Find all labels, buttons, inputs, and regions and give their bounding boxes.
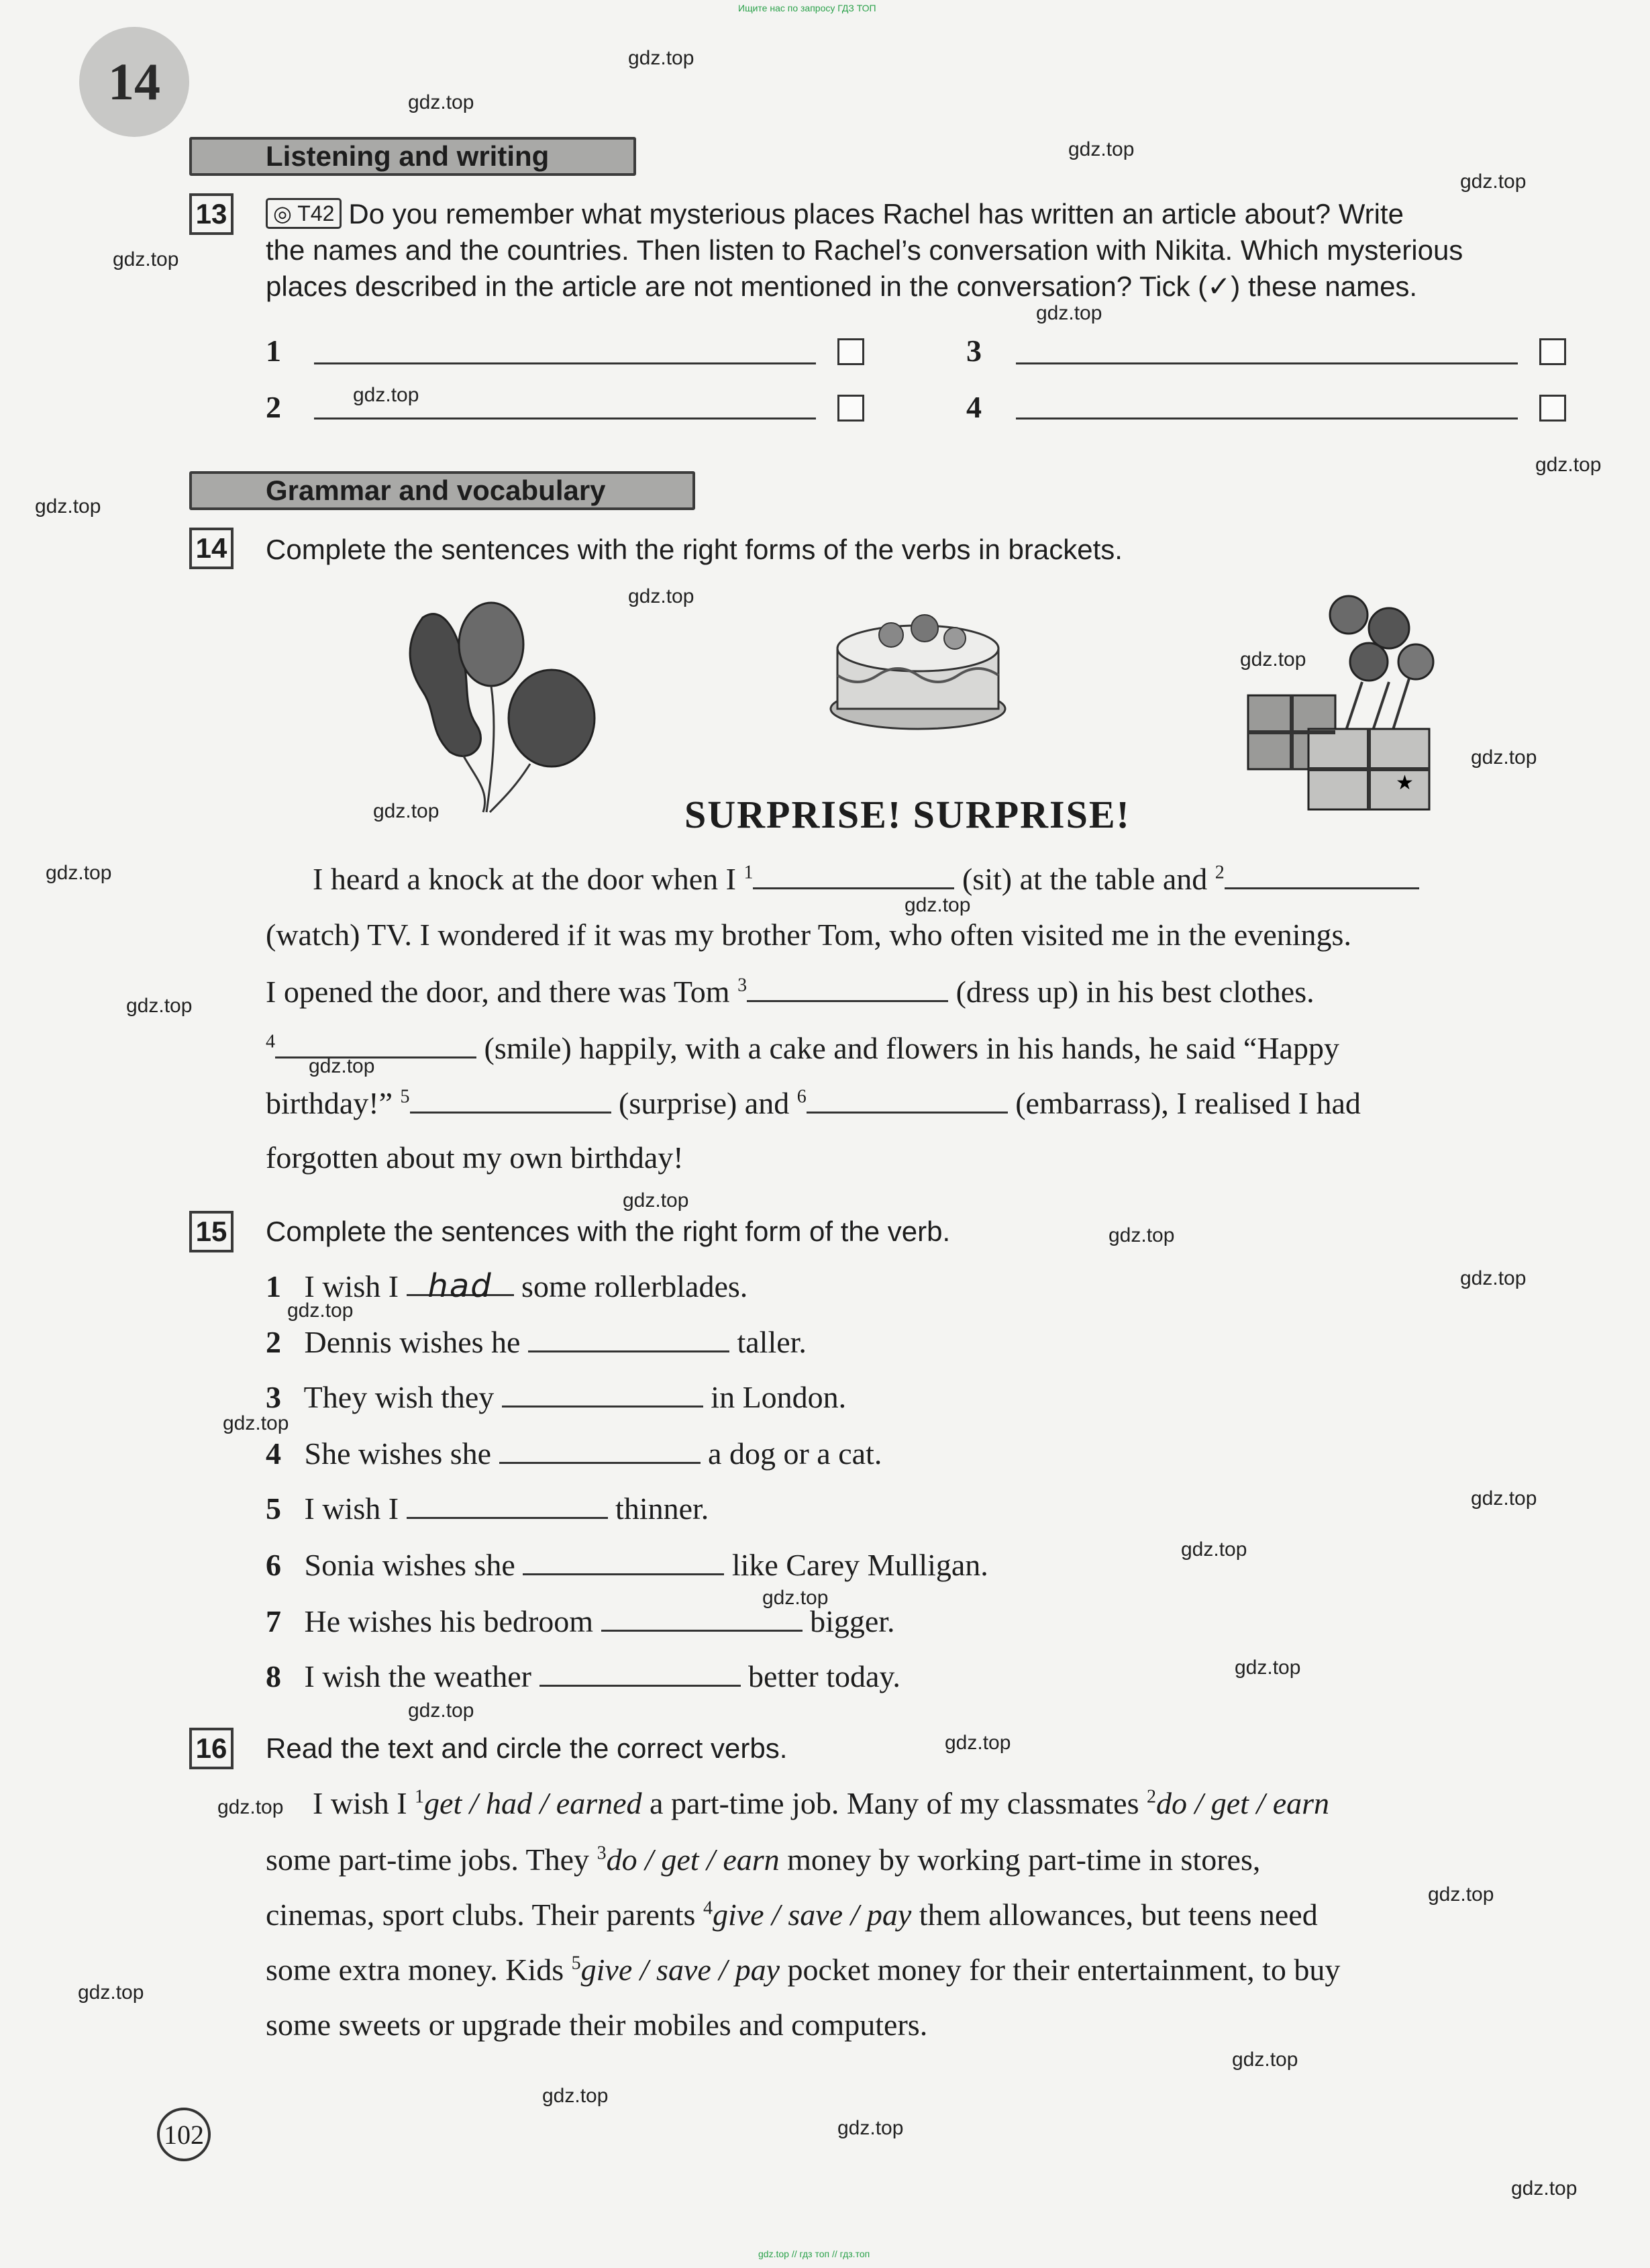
balloons-illustration	[376, 591, 604, 819]
watermark: gdz.top	[223, 1412, 289, 1434]
ex14-text-line-4: $^4$ (smile) happily, with a cake and flowers in his hands, he said “Happy	[266, 1031, 1339, 1065]
svg-text:★: ★	[1396, 771, 1414, 795]
page-number: 102	[157, 2108, 211, 2161]
watermark: gdz.top	[1471, 1487, 1537, 1510]
ex13-item-1-checkbox[interactable]	[837, 338, 864, 365]
ex16-options-1[interactable]: get / had / earned	[424, 1786, 642, 1820]
ex14-text-line-2: (watch) TV. I wondered if it was my brother Tom, who often visited me in the evenings.	[266, 918, 1351, 952]
exercise-16-number: 16	[189, 1728, 234, 1769]
gifts-and-flowers-illustration	[1235, 588, 1449, 816]
watermark: gdz.top	[1535, 454, 1602, 476]
watermark: gdz.top	[1511, 2177, 1578, 2200]
watermark: gdz.top	[1181, 1538, 1247, 1561]
ex13-item-3-line[interactable]	[1016, 362, 1518, 364]
section-grammar-vocabulary: Grammar and vocabulary	[189, 471, 695, 510]
watermark: gdz.top	[408, 1699, 474, 1722]
watermark: gdz.top	[126, 995, 193, 1017]
ex13-line-2: the names and the countries. Then listen to Rachel’s conversation with Nikita. Which mysterious	[266, 234, 1463, 266]
watermark: gdz.top	[46, 862, 112, 884]
ex15-item-5: 5 I wish I thinner.	[266, 1491, 709, 1526]
ex13-line-1: ◎ T42 Do you remember what mysterious places Rachel has written an article about? Write	[266, 196, 1574, 232]
watermark: gdz.top	[837, 2117, 904, 2139]
ex16-options-3[interactable]: do / get / earn	[606, 1842, 780, 1877]
ex14-text-line-3: I opened the door, and there was Tom $^3$ (dress up) in his best clothes.	[266, 975, 1314, 1009]
watermark: gdz.top	[1232, 2049, 1298, 2071]
ex15-gap-2[interactable]	[528, 1324, 729, 1352]
watermark: gdz.top	[945, 1732, 1011, 1754]
exercise-14-number: 14	[189, 528, 234, 569]
ex13-line-3: places described in the article are not mentioned in the conversation? Tick (✓) these names.	[266, 270, 1418, 302]
bottom-note: gdz.top // гдз топ // гдз.топ	[758, 2249, 870, 2259]
exercise-13-instruction	[266, 196, 1574, 305]
watermark: gdz.top	[1108, 1224, 1175, 1246]
watermark: gdz.top	[1036, 302, 1102, 324]
ex16-text-line-4: some extra money. Kids $^5$give / save / pay pocket money for their entertainment, to buy	[266, 1953, 1341, 1987]
watermark: gdz.top	[762, 1587, 829, 1609]
ex14-text-line-1: I heard a knock at the door when I $^1$ (sit) at the table and $^2$	[313, 860, 1419, 897]
cake-illustration	[824, 601, 1012, 736]
watermark: gdz.top	[353, 384, 419, 406]
watermark: gdz.top	[1068, 138, 1135, 160]
ex15-item-6: 6 Sonia wishes she like Carey Mulligan.	[266, 1548, 988, 1582]
exercise-14-instruction: Complete the sentences with the right forms of the verbs in brackets.	[266, 534, 1123, 565]
ex15-item-1: 1 I wish I had some rollerblades.	[266, 1267, 748, 1305]
watermark: gdz.top	[623, 1189, 689, 1212]
ex15-item-7: 7 He wishes his bedroom bigger.	[266, 1604, 895, 1638]
watermark: gdz.top	[1460, 1267, 1527, 1289]
ex14-gap-4[interactable]	[275, 1030, 476, 1058]
ex16-options-5[interactable]: give / save / pay	[580, 1953, 780, 1987]
ex15-gap-5[interactable]	[407, 1490, 608, 1519]
story-title: SURPRISE! SURPRISE!	[684, 793, 1131, 836]
watermark: gdz.top	[373, 800, 440, 822]
exercise-13-number: 13	[189, 193, 234, 235]
ex13-item-2-number: 2	[266, 390, 281, 424]
audio-track-badge[interactable]: ◎ T42	[266, 198, 342, 229]
ex14-gap-2[interactable]	[1225, 860, 1419, 889]
ex15-item-8: 8 I wish the weather better today.	[266, 1659, 900, 1693]
ex13-item-4-checkbox[interactable]	[1539, 395, 1566, 422]
ex16-options-4[interactable]: give / save / pay	[712, 1897, 912, 1932]
ex15-gap-3[interactable]	[502, 1379, 703, 1408]
ex15-item-4: 4 She wishes she a dog or a cat.	[266, 1436, 882, 1471]
watermark: gdz.top	[1235, 1657, 1301, 1679]
watermark: gdz.top	[408, 91, 474, 113]
ex13-item-2-checkbox[interactable]	[837, 395, 864, 422]
unit-number-badge: 14	[79, 27, 189, 137]
ex16-text-line-5: some sweets or upgrade their mobiles and computers.	[266, 2008, 928, 2042]
watermark: gdz.top	[78, 1981, 144, 2004]
ex14-text-line-5: birthday!” $^5$ (surprise) and $^6$ (embarrass), I realised I had	[266, 1086, 1361, 1120]
watermark: gdz.top	[905, 894, 971, 916]
ex14-gap-5[interactable]	[410, 1085, 611, 1114]
ex15-gap-6[interactable]	[523, 1546, 724, 1575]
ex15-gap-8[interactable]	[539, 1658, 741, 1687]
ex15-item-2: 2 Dennis wishes he taller.	[266, 1325, 807, 1359]
ex15-item-3: 3 They wish they in London.	[266, 1380, 847, 1414]
watermark: gdz.top	[1471, 746, 1537, 769]
ex16-text-line-3: cinemas, sport clubs. Their parents $^4$give / save / pay them allowances, but teens need	[266, 1897, 1318, 1932]
watermark: gdz.top	[1240, 648, 1306, 671]
ex13-item-4-number: 4	[966, 390, 982, 424]
watermark: gdz.top	[628, 585, 694, 607]
ex14-gap-1[interactable]	[753, 860, 954, 889]
ex13-item-3-number: 3	[966, 334, 982, 368]
ex15-gap-1[interactable]: had	[407, 1267, 514, 1296]
ex13-item-3-checkbox[interactable]	[1539, 338, 1566, 365]
ex13-item-4-line[interactable]	[1016, 417, 1518, 420]
ex16-text-line-1: I wish I $^1$get / had / earned a part-time job. Many of my classmates $^2$do / get / earn	[313, 1786, 1330, 1820]
ex14-gap-3[interactable]	[747, 973, 948, 1002]
ex14-text-line-6: forgotten about my own birthday!	[266, 1140, 684, 1175]
audio-disc-icon: ◎	[273, 201, 292, 226]
ex15-gap-4[interactable]	[499, 1435, 701, 1464]
ex13-item-2-line[interactable]	[314, 417, 816, 420]
watermark: gdz.top	[1428, 1883, 1494, 1906]
watermark: gdz.top	[628, 47, 694, 69]
top-search-note: Ищите нас по запросу ГДЗ ТОП	[738, 3, 876, 13]
ex13-item-1-line[interactable]	[314, 362, 816, 364]
ex16-options-2[interactable]: do / get / earn	[1155, 1786, 1330, 1820]
ex13-item-1-number: 1	[266, 334, 281, 368]
watermark: gdz.top	[309, 1055, 375, 1077]
ex16-text-line-2: some part-time jobs. They $^3$do / get / earn money by working part-time in stores,	[266, 1842, 1261, 1877]
watermark: gdz.top	[35, 495, 101, 517]
exercise-15-instruction: Complete the sentences with the right form of the verb.	[266, 1216, 951, 1247]
exercise-16-instruction: Read the text and circle the correct verbs.	[266, 1732, 788, 1764]
section-listening-writing: Listening and writing	[189, 137, 636, 176]
watermark: gdz.top	[287, 1299, 354, 1322]
exercise-15-number: 15	[189, 1211, 234, 1252]
watermark: gdz.top	[542, 2085, 609, 2107]
watermark: gdz.top	[113, 248, 179, 270]
watermark: gdz.top	[217, 1796, 284, 1818]
watermark: gdz.top	[1460, 170, 1527, 193]
ex14-gap-6[interactable]	[807, 1085, 1008, 1114]
